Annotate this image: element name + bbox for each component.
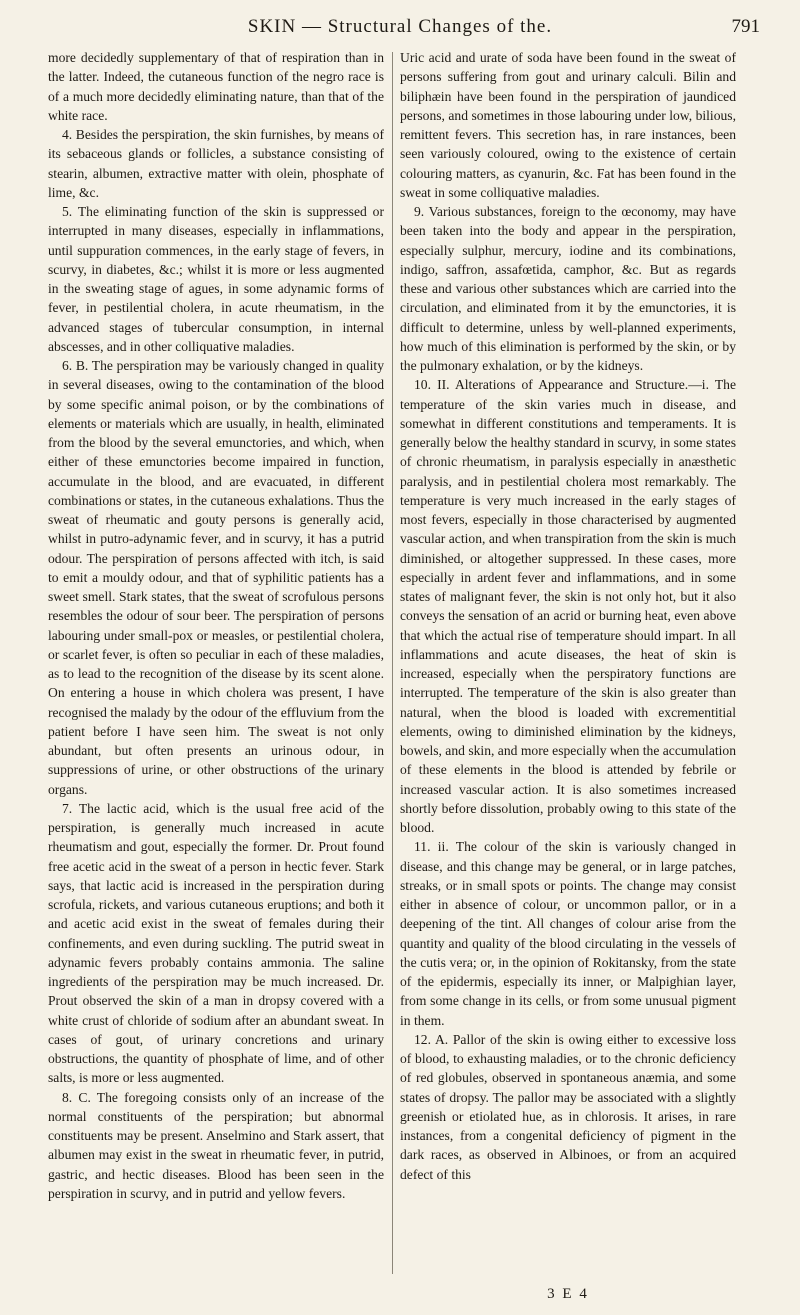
paragraph: 9. Various substances, foreign to the œconomy, may have been taken into the body and appear in the perspiration, especially sulphur, mercury, iodine and its combinations, indigo, saffron, assafœtida, camphor, &c. But as regards these and various other substances which are carried into the circulation, and eliminated from it by the emunctories, it is difficult to determine, unless by well-planned experiments, how much of this elimination is performed by the skin, or by the pulmonary exhalation, or by the kidneys. [400,204,736,373]
column-divider [392,52,393,1274]
signature-mark: 3 E 4 [547,1286,589,1302]
left-column [48,48,384,1278]
page-number: 791 [731,16,760,37]
paragraph: 6. B. The perspiration may be variously changed in quality in several diseases, owing to the contamination of the blood by some specific animal poison, or by the combinations of elements or materials which are usually, in health, eliminated from the blood by the several emunctories, and which, when either of these emunctories become impaired in function, accumulate in the blood, and are evacuated, in different combinations or states, in the cutaneous exhalations. Thus the sweat of rheumatic and gouty persons is generally acid, whilst in putro-adynamic fever, and in scurvy, it has a putrid odour. The perspiration of persons affected with itch, is said to emit a mouldy odour, and that of syphilitic patients has a sweet smell. Stark states, that the sweat of scrofulous persons resembles the odour of sour beer. The perspiration of persons labouring under small-pox or measles, or pestilential cholera, or scarlet fever, is often so peculiar in each of these maladies, as to lead to the recognition of the disease by its scent alone. On entering a house in which cholera was present, I have recognised the malady by the odour of the effluvium from the patient before I have seen him. The sweat is not only abundant, but often presents an urinous odour, in suppressions of urine, or other obstructions of the urinary organs. [48,358,384,797]
paragraph: more decidedly supplementary of that of respiration than in the latter. Indeed, the cutaneous function of the negro race is of a much more decidedly eliminating nature, than that of the white race. [48,50,384,123]
paragraph: 7. The lactic acid, which is the usual free acid of the perspiration, is generally much increased in acute rheumatism and gout, especially the former. Dr. Prout found free acetic acid in the sweat of a person in hectic fever. Stark says, that lactic acid is increased in the perspiration during scrofula, rickets, and various cutaneous eruptions; and both it and acetic acid exist in the sweat of females during their confinements, and even during suckling. The putrid sweat in adynamic fevers probably contains ammonia. The saline ingredients of the perspiration may be much increased. Dr. Prout observed the skin of a man in dropsy covered with a white crust of chloride of sodium after an abundant sweat. In cases of gout, of urinary concretions and urinary obstructions, the quantity of phosphate of lime, and of other salts, is more or less augmented. [48,800,384,1086]
paragraph: 10. II. Alterations of Appearance and Structure.—i. The temperature of the skin varies much in disease, and somewhat in different constitutions and temperaments. It is generally below the healthy standard in scurvy, in some states of chronic rheumatism, in paralysis especially in anæsthetic paralysis, and in pestilential cholera most remarkably. The temperature is very much increased in the early stages of most fevers, especially in those characterised by augmented vascular action, and when transpiration from the skin is much diminished, or altogether suppressed. In these cases, more especially in ardent fever and inflammations, and in some states of malignant fever, the skin is not only hot, but it also conveys the sensation of an acrid or burning heat, even above that which the actual rise of temperature should impart. In all inflammations and acute diseases, the heat of skin is increased, especially when the perspiratory functions are interrupted. The temperature of the skin is also greater than natural, when the blood is loaded with excrementitial elements, owing to diminished elimination by the kidneys, bowels, and skin, and more especially when the accumulation of these elements in the blood is attended by febrile or increased vascular action. It is also sometimes increased shortly before dissolution, probably owing to this state of the blood. [400,377,736,835]
paragraph: 5. The eliminating function of the skin is suppressed or interrupted in many diseases, especially in inflammations, until suppuration commences, in the early stage of fevers, in scurvy, in diabetes, &c.; whilst it is more or less augmented in the sweating stage of agues, in some adynamic forms of fever, in pestilential cholera, in acute rheumatism, in the advanced stages of tubercular consumption, in internal abscesses, and in other colliquative maladies. [48,204,384,354]
running-head [40,16,760,42]
paragraph: 4. Besides the perspiration, the skin furnishes, by means of its sebaceous glands or follicles, a substance consisting of stearin, albumen, extractive matter with olein, phosphate of lime, &c. [48,127,384,200]
paragraph: 11. ii. The colour of the skin is variously changed in disease, and this change may be general, or in large patches, streaks, or in small spots or points. The change may consist either in absence of colour, or uncommon pallor, or in a deepening of the tint. All changes of colour arise from the quantity and quality of the blood circulating in the vessels of the cutis vera; or, in the opinion of Rokitansky, from the state of the epidermis, especially its inner, or Malpighian layer, from some change in its cells, or from some unusual pigment in them. [400,839,736,1028]
running-title: SKIN — Structural Changes of the. [247,16,553,37]
paragraph: 12. A. Pallor of the skin is owing either to excessive loss of blood, to exhausting maladies, or to the chronic deficiency of red globules, observed in spontaneous anæmia, and some states of dropsy. The pallor may be associated with a slightly greenish or etiolated hue, as in chlorosis. It arises, in rare instances, from a congenital deficiency of pigment in the dark races, as observed in Albinoes, or from an acquired defect of this [400,1031,736,1182]
right-column [400,48,736,1278]
paragraph: Uric acid and urate of soda have been found in the sweat of persons suffering from gout and urinary calculi. Bilin and biliphæin have been found in the perspiration of jaundiced persons, and sometimes in those labouring under low, bilious, remittent fevers. This secretion has, in rare instances, been seen variously coloured, owing to the existence of certain colouring matters, as cyanurin, &c. Fat has been found in the sweat in some colliquative maladies. [400,50,736,200]
paragraph: 8. C. The foregoing consists only of an increase of the normal constituents of the perspiration; but abnormal constituents may be present. Anselmino and Stark assert, that albumen may exist in the sweat in rheumatic fever, in putrid, gastric, and hectic diseases. Blood has been seen in the perspiration in scurvy, and in putrid and yellow fevers. [48,1089,384,1201]
